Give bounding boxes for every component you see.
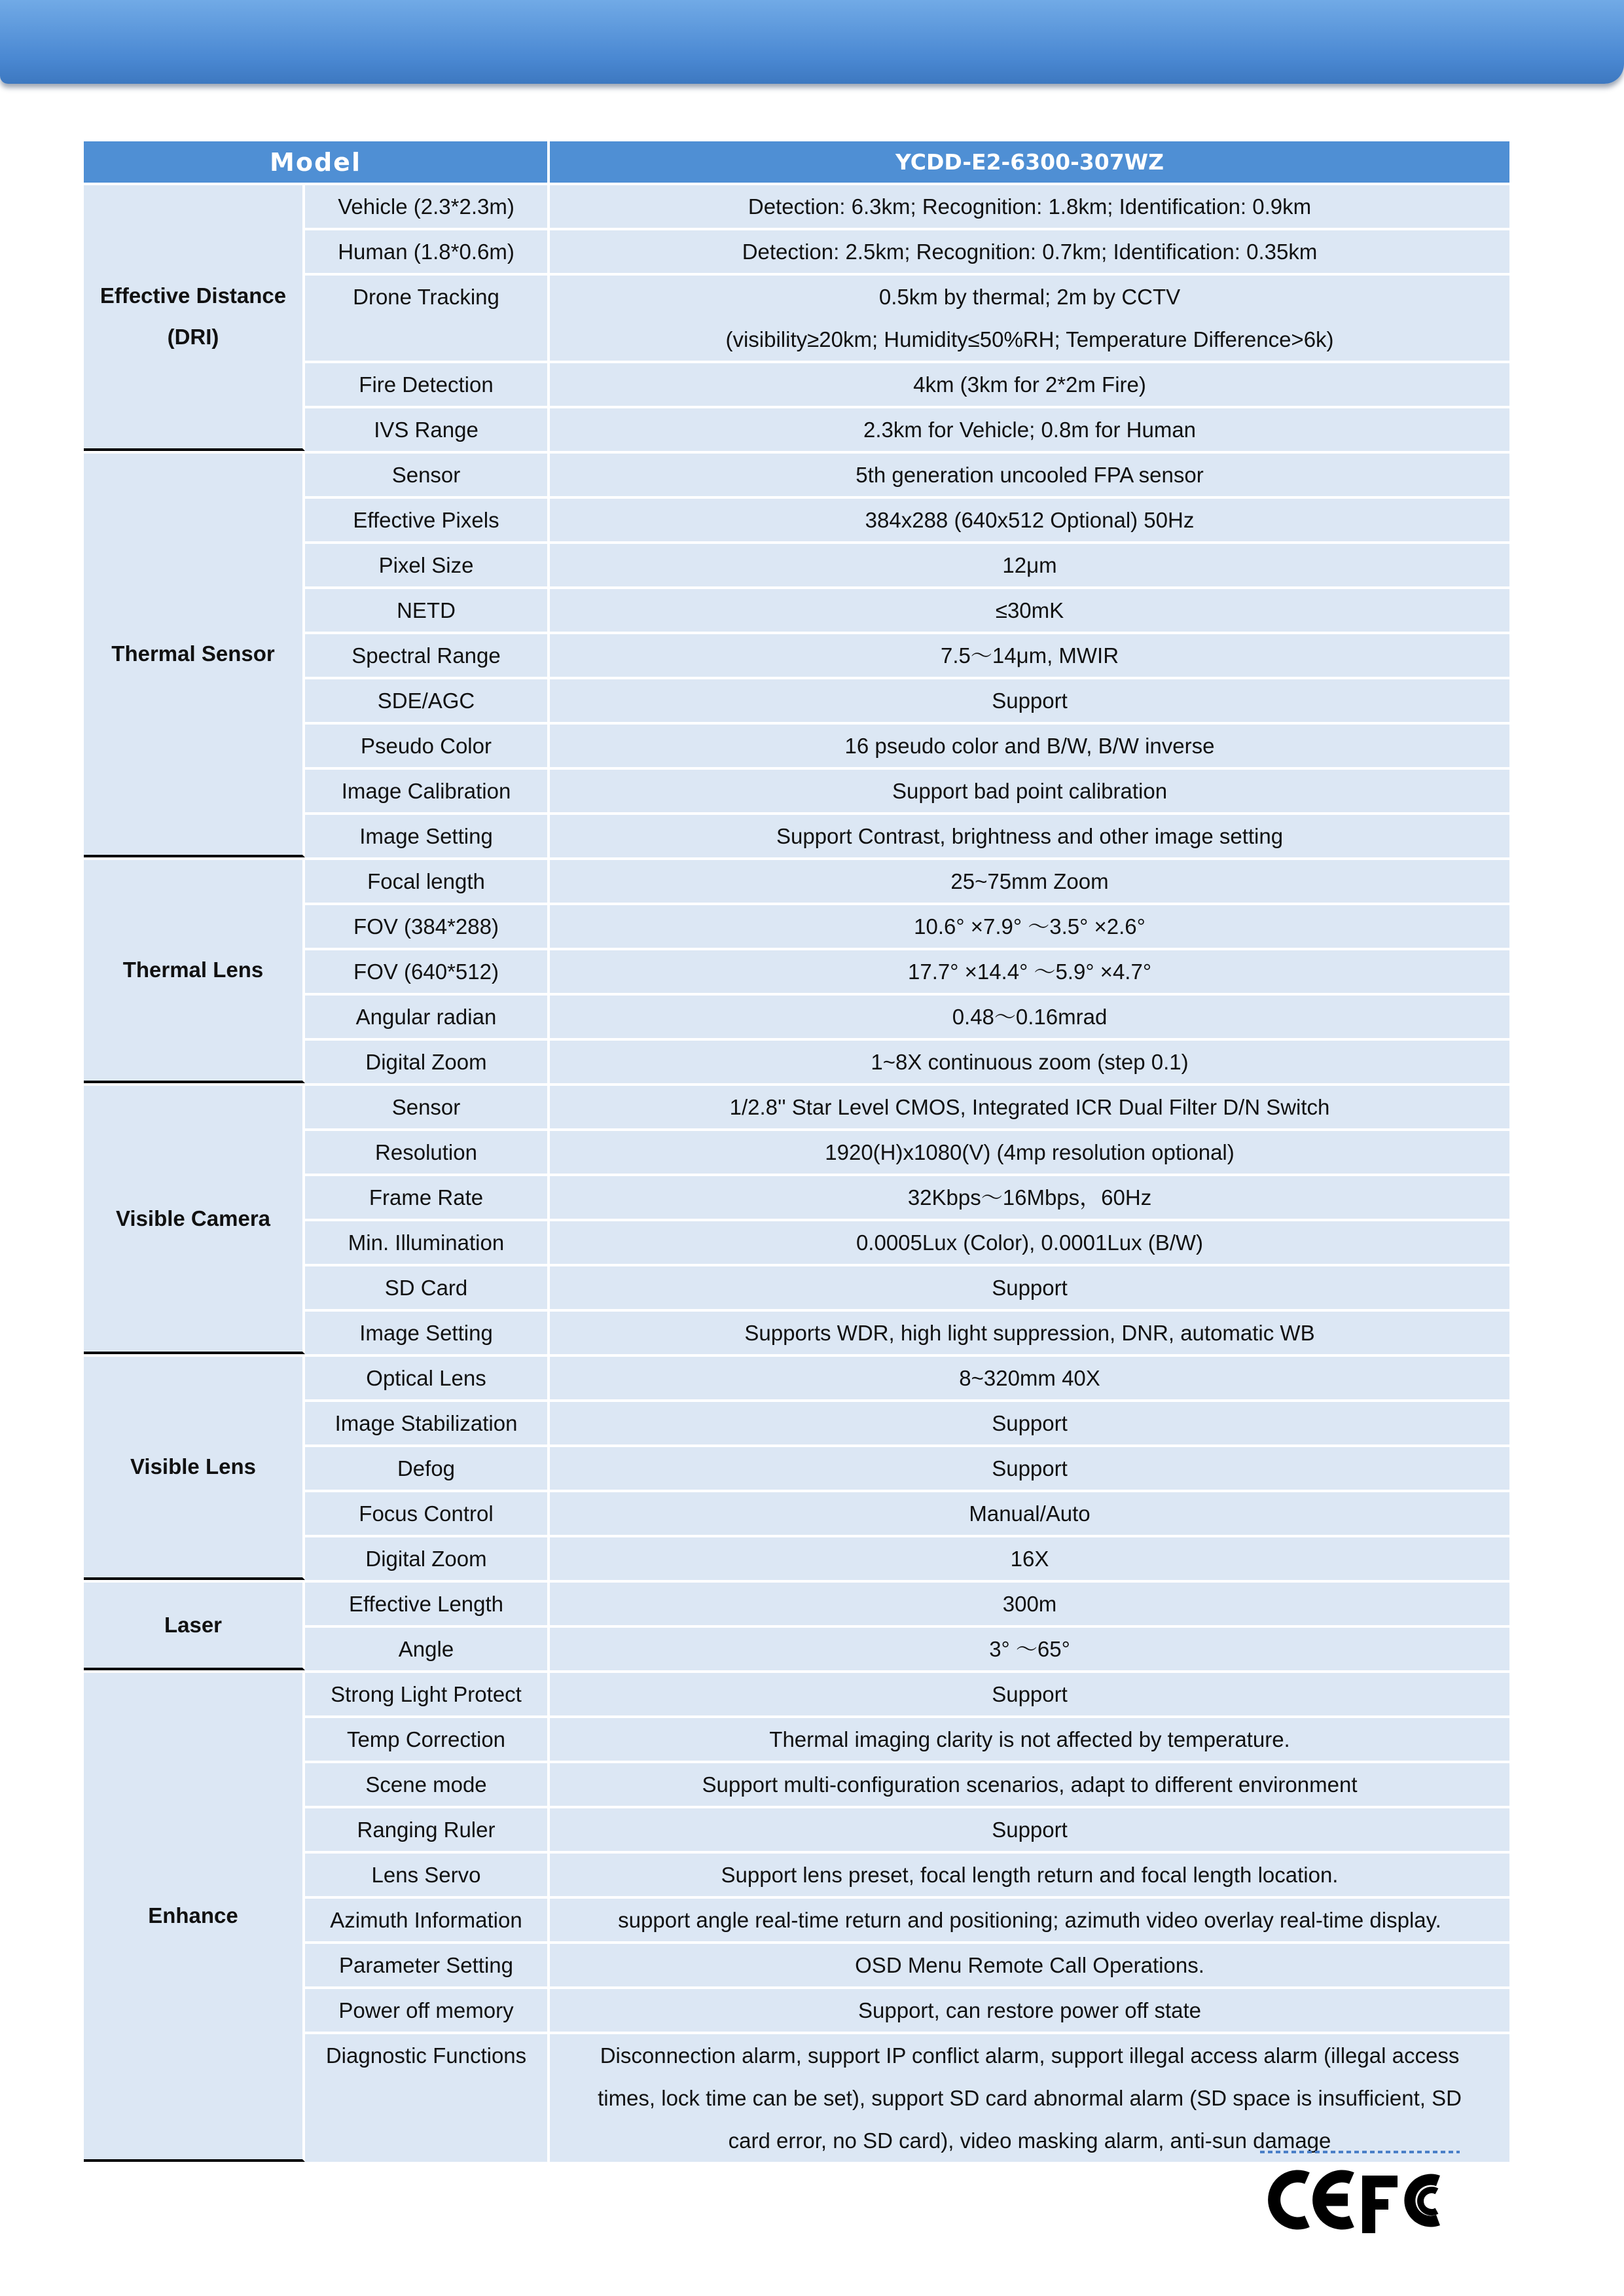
spec-label: Fire Detection <box>305 361 550 406</box>
spec-label: SD Card <box>305 1264 550 1309</box>
model-header-row <box>84 141 1509 183</box>
spec-value: 25~75mm Zoom <box>550 857 1509 903</box>
spec-body <box>84 183 1509 2162</box>
spec-label: Spectral Range <box>305 632 550 677</box>
spec-label: Pseudo Color <box>305 722 550 767</box>
spec-label: Angular radian <box>305 993 550 1038</box>
spec-label: Parameter Setting <box>305 1941 550 1986</box>
spec-value: Support <box>550 1670 1509 1715</box>
spec-row-visible-camera-sensor <box>84 1083 1509 1128</box>
spec-label: Frame Rate <box>305 1174 550 1219</box>
spec-label: FOV (384*288) <box>305 903 550 948</box>
spec-label: Effective Length <box>305 1580 550 1625</box>
spec-value: Thermal imaging clarity is not affected by temperature. <box>550 1715 1509 1761</box>
spec-label: FOV (640*512) <box>305 948 550 993</box>
spec-label: Scene mode <box>305 1761 550 1806</box>
spec-value: Support, can restore power off state <box>550 1986 1509 2032</box>
spec-label: Image Setting <box>305 812 550 857</box>
spec-value: Detection: 2.5km; Recognition: 0.7km; Identification: 0.35km <box>550 228 1509 273</box>
spec-value: support angle real-time return and positioning; azimuth video overlay real-time display. <box>550 1896 1509 1941</box>
spec-value: Support multi-configuration scenarios, adapt to different environment <box>550 1761 1509 1806</box>
spec-label: IVS Range <box>305 406 550 451</box>
spec-label: Drone Tracking <box>305 273 550 361</box>
spec-value: 1920(H)x1080(V) (4mp resolution optional) <box>550 1128 1509 1174</box>
spec-value: Support Contrast, brightness and other image setting <box>550 812 1509 857</box>
spec-row-effective-distance-dri-vehicle-2-3-2-3m <box>84 183 1509 228</box>
spec-value: 2.3km for Vehicle; 0.8m for Human <box>550 406 1509 451</box>
spec-label: Diagnostic Functions <box>305 2032 550 2162</box>
spec-value: Support lens preset, focal length return and focal length location. <box>550 1851 1509 1896</box>
spec-value: Support <box>550 1444 1509 1490</box>
spec-label: Resolution <box>305 1128 550 1174</box>
spec-value-line: Disconnection alarm, support IP conflict alarm, support illegal access alarm (illegal access <box>600 2043 1460 2068</box>
spec-label: Image Setting <box>305 1309 550 1354</box>
category-enhance: Enhance <box>84 1670 305 2162</box>
ce-mark-icon <box>1274 2176 1352 2223</box>
spec-label: Digital Zoom <box>305 1535 550 1580</box>
spec-label: Temp Correction <box>305 1715 550 1761</box>
spec-label: Lens Servo <box>305 1851 550 1896</box>
fc-mark-icon <box>1362 2176 1438 2233</box>
model-value: YCDD-E2-6300-307WZ <box>550 141 1509 183</box>
certification-logos <box>1260 2148 1460 2240</box>
spec-value: Support <box>550 1806 1509 1851</box>
spec-value: Support <box>550 1264 1509 1309</box>
spec-row-thermal-sensor-sensor <box>84 451 1509 496</box>
spec-label: Focus Control <box>305 1490 550 1535</box>
spec-label: Sensor <box>305 1083 550 1128</box>
spec-table <box>84 141 1509 2162</box>
spec-value: 0.0005Lux (Color), 0.0001Lux (B/W) <box>550 1219 1509 1264</box>
spec-label: Image Calibration <box>305 767 550 812</box>
spec-value: Support bad point calibration <box>550 767 1509 812</box>
spec-label: Min. Illumination <box>305 1219 550 1264</box>
spec-value: 16X <box>550 1535 1509 1580</box>
spec-label: Power off memory <box>305 1986 550 2032</box>
spec-value: 5th generation uncooled FPA sensor <box>550 451 1509 496</box>
spec-label: Human (1.8*0.6m) <box>305 228 550 273</box>
spec-value-line: (visibility≥20km; Humidity≤50%RH; Temperature Difference>6k) <box>725 327 1334 351</box>
spec-value: OSD Menu Remote Call Operations. <box>550 1941 1509 1986</box>
spec-value: 32Kbps～16Mbps，60Hz <box>550 1174 1509 1219</box>
spec-value: 1/2.8'' Star Level CMOS, Integrated ICR Dual Filter D/N Switch <box>550 1083 1509 1128</box>
spec-value-line: card error, no SD card), video masking alarm, anti-sun damage <box>728 2128 1331 2153</box>
category-effective-distance-dri: Effective Distance (DRI) <box>84 183 305 451</box>
spec-label: Digital Zoom <box>305 1038 550 1083</box>
spec-label: Focal length <box>305 857 550 903</box>
spec-label: Optical Lens <box>305 1354 550 1399</box>
category-visible-camera: Visible Camera <box>84 1083 305 1354</box>
spec-value-line: times, lock time can be set), support SD card abnormal alarm (SD space is insufficient, SD <box>598 2086 1462 2110</box>
spec-label: Defog <box>305 1444 550 1490</box>
spec-value: 17.7° ×14.4° ～5.9° ×4.7° <box>550 948 1509 993</box>
spec-value: 8~320mm 40X <box>550 1354 1509 1399</box>
spec-value <box>550 273 1509 361</box>
spec-value: Supports WDR, high light suppression, DNR, automatic WB <box>550 1309 1509 1354</box>
category-laser: Laser <box>84 1580 305 1670</box>
spec-value: 3° ～65° <box>550 1625 1509 1670</box>
spec-value: 16 pseudo color and B/W, B/W inverse <box>550 722 1509 767</box>
spec-value: 384x288 (640x512 Optional) 50Hz <box>550 496 1509 541</box>
spec-label: Sensor <box>305 451 550 496</box>
category-thermal-lens: Thermal Lens <box>84 857 305 1083</box>
spec-label: Strong Light Protect <box>305 1670 550 1715</box>
spec-value: ≤30mK <box>550 586 1509 632</box>
spec-value: 0.48～0.16mrad <box>550 993 1509 1038</box>
spec-label: Pixel Size <box>305 541 550 586</box>
spec-value: Manual/Auto <box>550 1490 1509 1535</box>
spec-row-enhance-strong-light-protect <box>84 1670 1509 1715</box>
spec-value: Support <box>550 677 1509 722</box>
spec-label: Ranging Ruler <box>305 1806 550 1851</box>
model-label: Model <box>84 141 550 183</box>
category-thermal-sensor: Thermal Sensor <box>84 451 305 857</box>
spec-row-laser-effective-length <box>84 1580 1509 1625</box>
spec-value: 1~8X continuous zoom (step 0.1) <box>550 1038 1509 1083</box>
spec-value-line: 0.5km by thermal; 2m by CCTV <box>878 285 1181 309</box>
spec-value: Support <box>550 1399 1509 1444</box>
spec-label: Image Stabilization <box>305 1399 550 1444</box>
spec-row-visible-lens-optical-lens <box>84 1354 1509 1399</box>
spec-label: Azimuth Information <box>305 1896 550 1941</box>
category-visible-lens: Visible Lens <box>84 1354 305 1580</box>
spec-value: 4km (3km for 2*2m Fire) <box>550 361 1509 406</box>
spec-label: Vehicle (2.3*2.3m) <box>305 183 550 228</box>
spec-label: NETD <box>305 586 550 632</box>
spec-row-thermal-lens-focal-length <box>84 857 1509 903</box>
spec-label: Angle <box>305 1625 550 1670</box>
spec-value: Detection: 6.3km; Recognition: 1.8km; Identification: 0.9km <box>550 183 1509 228</box>
spec-value: 10.6° ×7.9° ～3.5° ×2.6° <box>550 903 1509 948</box>
spec-label: SDE/AGC <box>305 677 550 722</box>
spec-value <box>550 2032 1509 2162</box>
spec-value: 7.5～14μm, MWIR <box>550 632 1509 677</box>
top-banner <box>0 0 1624 84</box>
spec-label: Effective Pixels <box>305 496 550 541</box>
spec-value: 300m <box>550 1580 1509 1625</box>
spec-value: 12μm <box>550 541 1509 586</box>
